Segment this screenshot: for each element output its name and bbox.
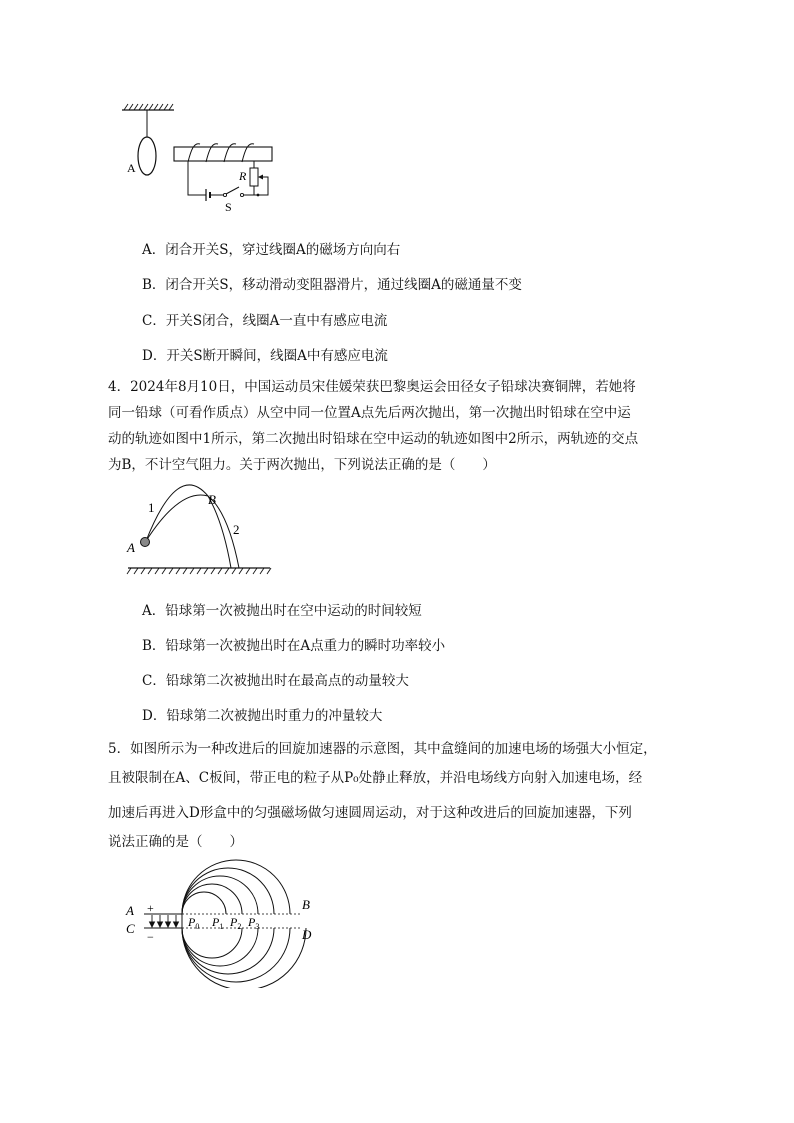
figure-coil-circuit xyxy=(118,100,288,212)
trajectory-2-label: 2 xyxy=(233,522,240,537)
q4-option-a: A．铅球第一次被抛出时在空中运动的时间较短 xyxy=(142,603,422,619)
minus-sign: − xyxy=(147,930,154,944)
q3-option-d: D．开关S断开瞬间，线圈A中有感应电流 xyxy=(142,348,388,364)
point-p2-label: $P_2$ xyxy=(230,915,242,931)
point-p0-label: $P_0$ xyxy=(188,915,200,931)
q5-stem xyxy=(108,735,708,857)
q4-option-c: C．铅球第二次被抛出时在最高点的动量较大 xyxy=(142,673,409,689)
point-b-label: B xyxy=(208,492,216,507)
q4-option-d: D．铅球第二次被抛出时重力的冲量较大 xyxy=(142,708,383,724)
q3-option-a: A．闭合开关S，穿过线圈A的磁场方向向右 xyxy=(142,242,401,258)
figure-cyclotron xyxy=(120,858,330,988)
q5-line-2: 且被限制在A、C板间，带正电的粒子从P₀处静止释放，并沿电场线方向射入加速电场，经 xyxy=(108,770,643,786)
switch-s-label: S xyxy=(225,200,232,212)
q5-line-3: 加速后再进入D形盒中的匀强磁场做匀速圆周运动，对于这种改进后的回旋加速器，下列 xyxy=(108,805,632,821)
q5-line-1: 5．如图所示为一种改进后的回旋加速器的示意图，其中盒缝间的加速电场的场强大小恒定， xyxy=(108,741,657,757)
plate-a-label: A xyxy=(126,903,134,918)
figure-shot-put-trajectories xyxy=(122,482,272,578)
trajectory-1-label: 1 xyxy=(148,500,155,515)
coil-a-label: A xyxy=(127,161,136,175)
line-b-label: B xyxy=(302,897,310,912)
plate-c-label: C xyxy=(126,921,135,936)
q3-option-b: B．闭合开关S，移动滑动变阻器滑片，通过线圈A的磁通量不变 xyxy=(142,277,522,293)
plus-sign: + xyxy=(147,901,154,915)
q4-line-1: 4．2024年8月10日，中国运动员宋佳媛荣获巴黎奥运会田径女子铅球决赛铜牌，若她将 xyxy=(108,379,636,395)
point-a-label: A xyxy=(127,540,135,555)
point-p1-label: $P_1$ xyxy=(212,915,224,931)
rheostat-r-label: R xyxy=(239,169,247,183)
q3-option-c: C．开关S闭合，线圈A一直中有感应电流 xyxy=(142,313,388,329)
q4-stem xyxy=(108,374,708,478)
q4-line-2: 同一铅球（可看作质点）从空中同一位置A点先后两次抛出，第一次抛出时铅球在空中运 xyxy=(108,405,631,421)
q4-option-b: B．铅球第一次被抛出时在A点重力的瞬时功率较小 xyxy=(142,638,446,654)
line-d-label: D xyxy=(302,927,312,942)
point-p3-label: $P_3$ xyxy=(248,915,260,931)
q5-line-4: 说法正确的是（ ） xyxy=(108,834,243,850)
q4-line-3: 动的轨迹如图中1所示，第二次抛出时铅球在空中运动的轨迹如图中2所示，两轨迹的交点 xyxy=(108,431,639,447)
q4-line-4: 为B，不计空气阻力。关于两次抛出，下列说法正确的是（ ） xyxy=(108,457,496,473)
